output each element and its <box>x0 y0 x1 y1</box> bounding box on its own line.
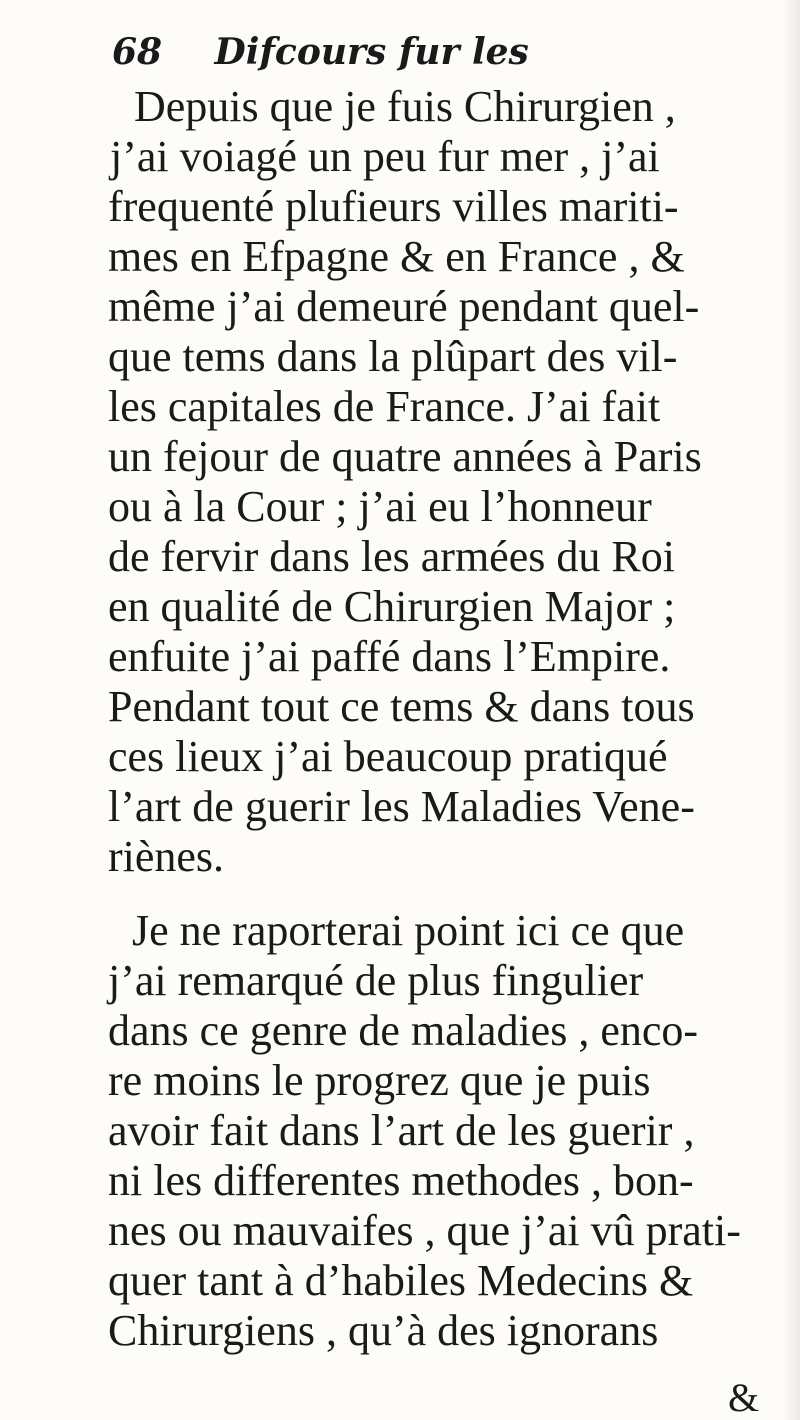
text-line: Je ne raporterai point ici ce que <box>132 906 685 955</box>
text-line: les capitales de France. J’ai fait <box>108 382 661 431</box>
text-line: riènes. <box>108 832 225 881</box>
text-line: même j’ai demeuré pendant quel- <box>108 282 700 331</box>
text-line: un fejour de quatre années à Paris <box>108 432 702 481</box>
text-line: j’ai voiagé un peu fur mer , j’ai <box>110 132 660 181</box>
text-line: ces lieux j’ai beaucoup pratiqué <box>108 732 668 781</box>
text-line: nes ou mauvaifes , que j’ai vû prati- <box>108 1206 741 1255</box>
text-line: ou à la Cour ; j’ai eu l’honneur <box>108 482 652 531</box>
text-line: quer tant à d’habiles Medecins & <box>108 1256 694 1305</box>
running-head <box>112 22 529 82</box>
text-line: que tems dans la plûpart des vil- <box>108 332 678 381</box>
page-edge-shadow <box>782 0 800 1420</box>
text-line: de fervir dans les armées du Roi <box>108 532 675 581</box>
text-line: Pendant tout ce tems & dans tous <box>108 682 695 731</box>
page-number: 68 <box>112 31 163 73</box>
catchword: & <box>728 1375 760 1420</box>
text-line: en qualité de Chirurgien Major ; <box>108 582 676 631</box>
text-line: mes en Efpagne & en France , & <box>108 232 685 281</box>
text-line: j’ai remarqué de plus fingulier <box>108 956 644 1005</box>
text-line: dans ce genre de maladies , enco- <box>108 1006 699 1055</box>
text-line: l’art de guerir les Maladies Vene- <box>108 782 695 831</box>
text-line: Chirurgiens , qu’à des ignorans <box>108 1306 659 1355</box>
text-line: frequenté plufieurs villes mariti- <box>108 182 679 231</box>
running-title: Difcours fur les <box>214 31 529 73</box>
text-line: Depuis que je fuis Chirurgien , <box>134 82 676 131</box>
text-line: ni les differentes methodes , bon- <box>108 1156 694 1205</box>
text-line: avoir fait dans l’art de les guerir , <box>108 1106 695 1155</box>
text-line: enfuite j’ai paffé dans l’Empire. <box>108 632 671 681</box>
text-line: re moins le progrez que je puis <box>108 1056 651 1105</box>
